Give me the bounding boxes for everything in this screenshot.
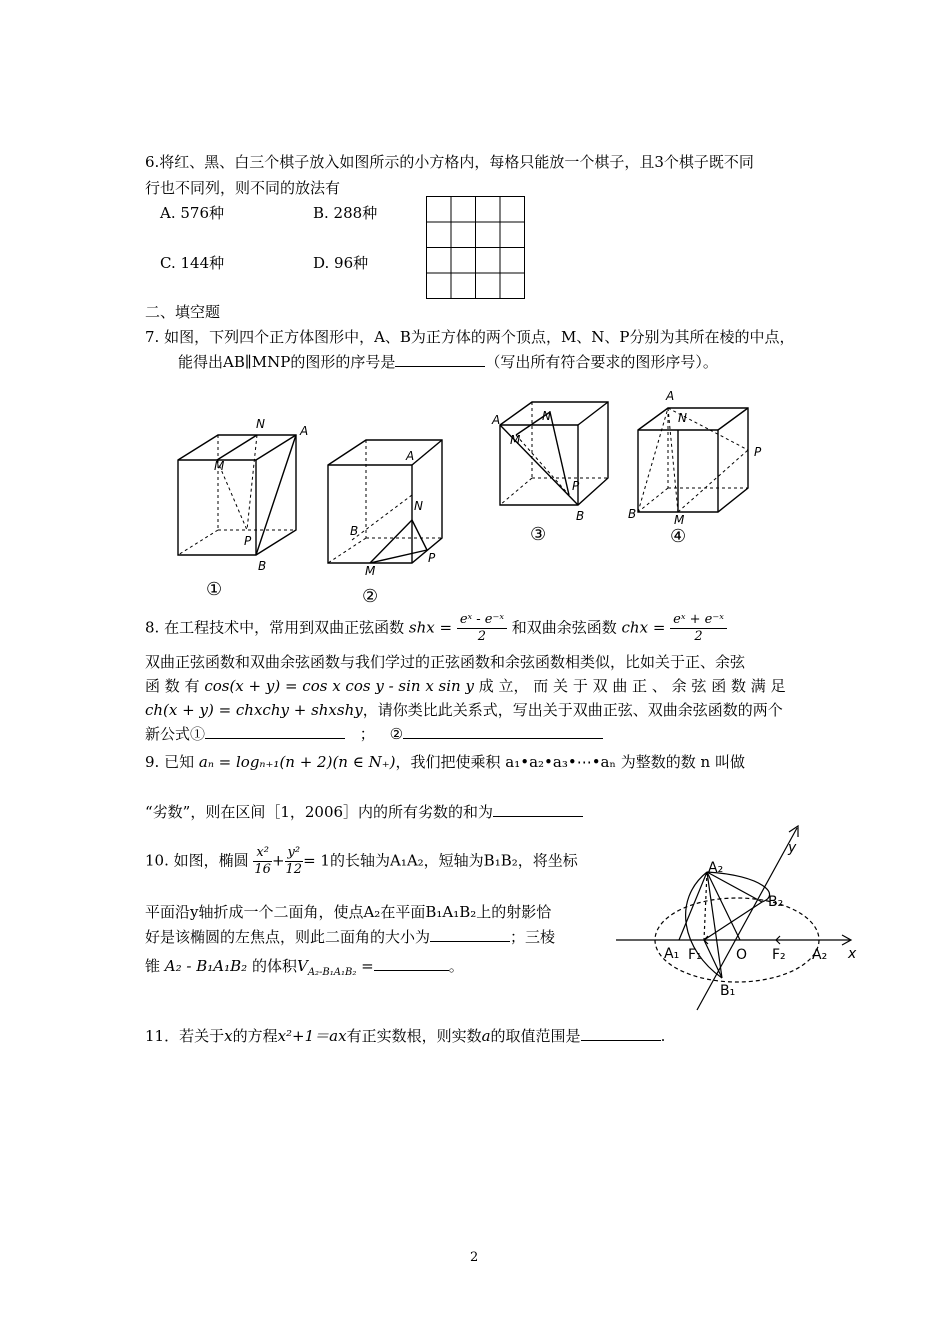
- cube-figure-1: [178, 435, 296, 555]
- fig10-label-b2: B₂: [768, 894, 784, 910]
- fig10-label-f1: F₁: [688, 947, 702, 963]
- q10-pyramid: A₂ - B₁A₁B₂: [164, 957, 248, 975]
- fig3-label-p: P: [572, 479, 580, 493]
- q10-volume-subscript: A₂-B₁A₁B₂: [307, 967, 357, 978]
- fig1-label-b: B: [258, 559, 267, 573]
- fig4-number: ④: [670, 526, 687, 547]
- q8-cos-formula: cos(x + y) = cos x cos y - sin x sin y: [204, 677, 474, 695]
- q10-line3-lead: 好是该椭圆的左焦点，则此二面角的大小为: [145, 928, 431, 946]
- fig3-label-b: B: [576, 509, 585, 523]
- q11-part-a: 11．若关于: [145, 1027, 225, 1045]
- q8-line2: 双曲正弦函数和双曲余弦函数与我们学过的正弦函数和余弦函数相类似，比如关于正、余弦: [145, 653, 746, 671]
- fig10-label-a1: A₁: [664, 946, 680, 962]
- fig4-label-b: B: [628, 507, 637, 521]
- q7-answer-blank[interactable]: [395, 352, 485, 367]
- q10-line2: 平面沿y轴折成一个二面角，使点A₂在平面B₁A₁B₂上的射影恰: [145, 903, 552, 921]
- q8-mid: 和双曲余弦函数: [511, 618, 617, 637]
- page-number: 2: [470, 1250, 479, 1265]
- q10-eq1: = 1: [303, 851, 330, 870]
- fig3-label-m: M: [510, 433, 521, 447]
- q11-line: [145, 1026, 665, 1046]
- q10-16: 16: [254, 862, 271, 877]
- q6-option-c: C. 144种: [160, 254, 225, 272]
- q8-cosh-formula: ch(x + y) = chxchy + shxshy: [145, 701, 363, 719]
- fig1-label-p: P: [244, 534, 252, 548]
- q7-line2-tail: （写出所有符合要求的图形序号）。: [485, 353, 718, 371]
- q8-shx: shx =: [408, 618, 453, 637]
- q10-x2: x²: [253, 845, 272, 862]
- q8-chx: chx =: [621, 618, 666, 637]
- chessboard-grid: [426, 196, 526, 300]
- fig10-label-x: x: [848, 946, 857, 962]
- q8-cosh-denominator: 2: [694, 629, 703, 644]
- q6-line1: 6.将红、黑、白三个棋子放入如图所示的小方格内，每格只能放一个棋子，且3个棋子既不同: [145, 153, 754, 171]
- q11-part-d: 的取值范围是: [490, 1027, 581, 1045]
- fig4-label-n: N: [678, 411, 687, 425]
- q8-line1: [145, 612, 727, 645]
- q8-formula1-blank[interactable]: [205, 724, 345, 739]
- fig2-label-m: M: [365, 564, 376, 578]
- q9-rest: ，我们把使乘积 a₁•a₂•a₃•⋯•aₙ 为整数的数 n 叫做: [395, 753, 745, 771]
- q8-sinh-numerator: eˣ - e⁻ˣ: [457, 612, 507, 629]
- q9-lead: 9. 已知: [145, 753, 195, 771]
- fig3-label-a: A: [492, 413, 501, 427]
- fig1-label-a: A: [300, 424, 309, 438]
- q7-line2: [178, 352, 718, 372]
- q8-line3-lead: 函 数 有: [145, 677, 200, 695]
- q6-option-d: D. 96种: [313, 254, 369, 272]
- q10-x-fraction: [253, 845, 272, 878]
- q7-line2-lead: 能得出AB∥MNP的图形的序号是: [178, 353, 396, 371]
- q10-line1: 10. 如图，椭圆 $\frac{\text{x²}}{16}$ + $\frac{\text{y²}}{12}$ = 1的长轴为A₁A₂，短轴为B₁B₂，将坐标: [145, 845, 578, 877]
- q10-volume: V: [296, 957, 308, 975]
- ellipse-fold-figure: [612, 820, 862, 1015]
- q10-period: 。: [448, 957, 464, 975]
- q11-part-c: 有正实数根，则实数: [346, 1027, 482, 1045]
- q11-equation: x²+1＝ax: [277, 1027, 347, 1045]
- q10-12: 12: [285, 862, 303, 877]
- fig10-label-a2-right: A₂: [812, 947, 828, 963]
- q9-line2-text: “劣数”，则在区间［1，2006］内的所有劣数的和为: [145, 803, 494, 821]
- q10-line3: [145, 927, 555, 947]
- fig10-label-b1: B₁: [720, 983, 736, 999]
- fig2-label-a: A: [406, 449, 415, 463]
- fig2-label-b: B: [350, 524, 359, 538]
- q8-sinh-fraction: [457, 612, 507, 645]
- q8-lead: 8. 在工程技术中，常用到双曲正弦函数: [145, 618, 405, 637]
- q9-line2: [145, 802, 583, 822]
- q9-line1: [145, 752, 745, 772]
- fig1-label-n: N: [256, 417, 265, 431]
- q10-line4-lead: 锥: [145, 957, 161, 975]
- q6-line2: 行也不同列，则不同的放法有: [145, 179, 341, 197]
- fig10-label-y: y: [788, 840, 797, 856]
- q10-eq: =: [361, 957, 374, 975]
- fig4-label-a: A: [666, 390, 675, 403]
- fig1-label-m: M: [214, 459, 225, 473]
- q8-sinh-denominator: 2: [477, 629, 487, 644]
- q10-line4-mid: 的体积: [251, 957, 297, 975]
- q10-line4: [145, 956, 464, 983]
- q10-volume-blank[interactable]: [374, 956, 449, 971]
- q9-formula: aₙ = logₙ₊₁(n + 2)(n ∈ N₊): [198, 753, 396, 771]
- q8-line5: [145, 724, 603, 744]
- q8-formula2-label: ②: [389, 725, 404, 743]
- cube-figures: [170, 390, 780, 610]
- q10-y-fraction: [285, 845, 304, 878]
- q10-lead: 10. 如图，椭圆: [145, 851, 249, 870]
- fig3-label-n: N: [542, 409, 551, 423]
- q8-line3-tail: 成 立， 而 关 于 双 曲 正 、 余 弦 函 数 满 足: [478, 677, 786, 695]
- q8-formula1-label: 新公式①: [145, 725, 206, 743]
- q10-y2: y²: [285, 845, 304, 862]
- q10-line3-tail: ；三棱: [510, 928, 556, 946]
- q11-var-x: x: [224, 1027, 233, 1045]
- fig10-label-f2: F₂: [772, 947, 786, 963]
- fig2-number: ②: [362, 586, 379, 607]
- q6-option-b: B. 288种: [313, 204, 378, 222]
- cube-figure-4: [638, 408, 748, 512]
- q8-cosh-numerator: eˣ + e⁻ˣ: [670, 612, 727, 629]
- section-title: 二、填空题: [145, 303, 221, 321]
- fig3-number: ③: [530, 524, 547, 545]
- fig2-label-p: P: [428, 551, 436, 565]
- q8-line4-tail: ，请你类比此关系式，写出关于双曲正弦、双曲余弦函数的两个: [362, 701, 783, 719]
- fig4-label-m: M: [674, 513, 685, 527]
- q8-cosh-fraction: [670, 612, 727, 645]
- fig1-number: ①: [206, 579, 223, 600]
- q11-end: .: [660, 1027, 666, 1045]
- fig10-label-o: O: [736, 947, 748, 963]
- q8-formula2-blank[interactable]: [403, 724, 603, 739]
- fig10-label-a2-top: A₂: [708, 860, 724, 876]
- q8-line3: [145, 676, 786, 696]
- q8-line4: [145, 700, 783, 720]
- q8-separator: ；: [359, 725, 375, 743]
- q11-var-a: a: [481, 1027, 491, 1045]
- fig4-label-p: P: [754, 445, 762, 459]
- q10-rest1: 的长轴为A₁A₂，短轴为B₁B₂，将坐标: [329, 851, 578, 870]
- q11-part-b: 的方程: [232, 1027, 278, 1045]
- q6-option-a: A. 576种: [160, 204, 224, 222]
- cube-figure-2: [328, 440, 442, 563]
- q9-answer-blank[interactable]: [493, 802, 583, 817]
- q11-answer-blank[interactable]: [581, 1026, 661, 1041]
- fig2-label-n: N: [414, 499, 423, 513]
- q10-angle-blank[interactable]: [430, 927, 510, 942]
- cube-figure-3: [500, 402, 608, 505]
- q7-line1: 7. 如图，下列四个正方体图形中，A、B为正方体的两个顶点，M、N、P分别为其所在棱的中点，: [145, 328, 795, 346]
